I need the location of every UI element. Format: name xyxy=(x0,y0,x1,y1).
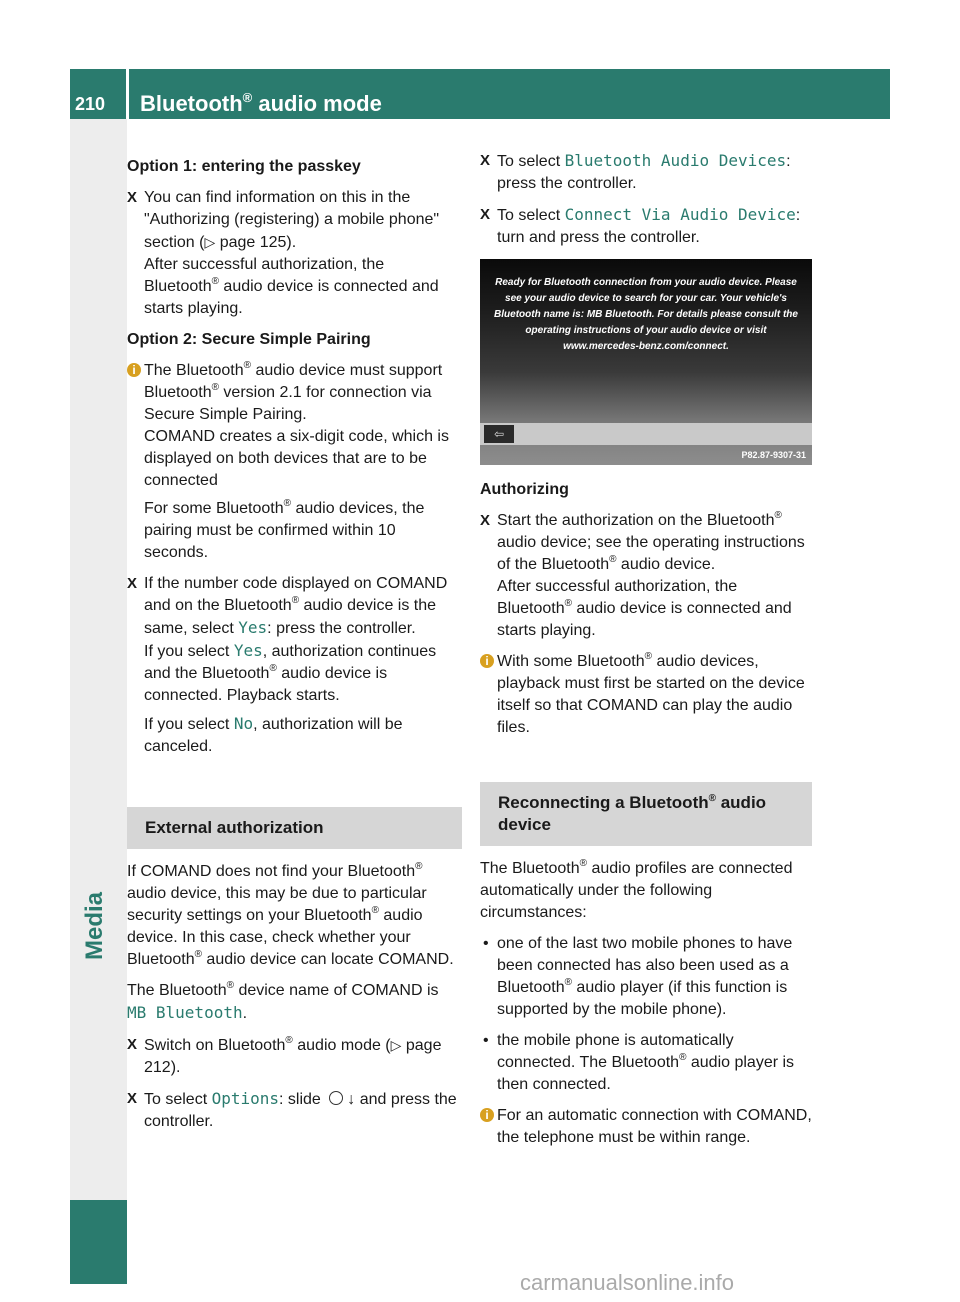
reconnecting-note: i For an automatic connection with COMAND, the telephone must be within range. xyxy=(480,1105,812,1149)
page-ref-icon: ▷ xyxy=(390,1037,402,1053)
code-step: X If the number code displayed on COMAND and on the Bluetooth® audio device is the same, select Yes: press the controller. If you select Yes, authorization continues and the Bluetooth® audio device is connected. Playback starts. If you select No, authorization will be canceled. xyxy=(127,575,448,755)
option2-heading: Option 2: Secure Simple Pairing xyxy=(127,331,371,348)
device-name-para: The Bluetooth® device name of COMAND is MB Bluetooth. xyxy=(127,980,439,1022)
list-item: • the mobile phone is automatically connected. The Bluetooth® audio player is then connected. xyxy=(483,1032,795,1093)
info-icon: i xyxy=(480,654,494,668)
menu-item-bluetooth-audio-devices: Bluetooth Audio Devices xyxy=(564,151,787,170)
authorizing-heading: Authorizing xyxy=(480,481,569,498)
menu-item-connect-via-audio-device: Connect Via Audio Device xyxy=(564,205,796,224)
screen-message: Ready for Bluetooth connection from your audio device. Please see your audio device to search for your car. Your vehicle's Bluetooth name is: MB Bluetooth. For details please consult the operating instructions of your audio device or visit www.mercedes-benz.com/connect. xyxy=(494,277,798,352)
sidebar-strip xyxy=(70,119,127,1284)
bullet-icon: • xyxy=(483,935,489,952)
left-column xyxy=(127,150,462,1142)
watermark: carmanualsonline.info xyxy=(520,1270,735,1295)
no-option: No xyxy=(233,714,254,733)
list-item: • one of the last two mobile phones to have been connected has also been used as a Bluetooth® audio player (if this function is supported by the mobile phone). xyxy=(483,935,793,1018)
info-icon: i xyxy=(127,363,141,377)
device-name: MB Bluetooth xyxy=(127,1003,243,1022)
yes-option: Yes xyxy=(233,641,263,660)
step-marker-icon: X xyxy=(127,189,138,206)
sidebar-section-label: Media xyxy=(81,891,108,960)
arrow-down-icon: ↓ xyxy=(347,1091,356,1108)
sidebar-tab xyxy=(70,1200,127,1284)
ext-step-switch-on: X Switch on Bluetooth® audio mode (▷ page 212). xyxy=(127,1035,442,1076)
option2-note: i The Bluetooth® audio device must support Bluetooth® version 2.1 for connection via Secure Simple Pairing. COMAND creates a six-digit code, which is displayed on both devices that are to be connected For some Bluetooth® audio devices, the pairing must be confirmed within 10 seconds. xyxy=(127,360,462,564)
external-authorization-heading: External authorization xyxy=(127,807,462,849)
reconnecting-para: The Bluetooth® audio profiles are connected automatically under the following circumstances: xyxy=(480,858,793,921)
authorizing-step: X Start the authorization on the Bluetooth® audio device; see the operating instructions of the Bluetooth® audio device. After successful authorization, the Bluetooth® audio device is connected and starts playing. xyxy=(480,510,805,639)
step-marker-icon: X xyxy=(127,1036,138,1053)
authorizing-note: i With some Bluetooth® audio devices, playback must first be started on the device itself so that COMAND can play the audio files. xyxy=(480,651,812,739)
page-ref-icon: ▷ xyxy=(204,234,216,250)
page-number: 210 xyxy=(75,94,106,114)
step-marker-icon: X xyxy=(127,1090,138,1107)
info-icon: i xyxy=(480,1108,494,1122)
option1-step: X You can find information on this in the "Authorizing (registering) a mobile phone" section (▷ page 125). After successful authorization, the Bluetooth® audio device is connected and starts playing. xyxy=(127,189,440,317)
yes-option: Yes xyxy=(238,618,268,637)
back-arrow-icon: ⇦ xyxy=(484,425,514,443)
external-para: If COMAND does not find your Bluetooth® audio device, this may be due to particular security settings on your Bluetooth® audio device. In this case, check whether your Bluetooth® audio device can locate COMAND. xyxy=(127,861,454,968)
comand-screen-image xyxy=(480,259,812,465)
controller-icon xyxy=(329,1091,343,1105)
step-marker-icon: X xyxy=(480,152,491,169)
page-title: Bluetooth® audio mode xyxy=(140,90,382,116)
step-connect-via-audio-device: X To select Connect Via Audio Device: turn and press the controller. xyxy=(480,205,801,246)
ext-step-options: X To select Options: slide ↓ and press the controller. xyxy=(127,1089,457,1130)
step-marker-icon: X xyxy=(127,575,138,592)
image-code: P82.87-9307-31 xyxy=(741,450,806,460)
step-marker-icon: X xyxy=(480,512,491,529)
step-select-audio-devices: X To select Bluetooth Audio Devices: press the controller. xyxy=(480,151,791,192)
options-menu-item: Options xyxy=(211,1089,280,1108)
header-separator xyxy=(126,69,129,119)
step-marker-icon: X xyxy=(480,206,491,223)
option1-heading: Option 1: entering the passkey xyxy=(127,158,361,175)
reconnecting-heading: Reconnecting a Bluetooth® audio device xyxy=(480,782,812,846)
bullet-icon: • xyxy=(483,1032,489,1049)
right-column xyxy=(480,150,812,1158)
screen-bottom-bar xyxy=(480,423,812,445)
